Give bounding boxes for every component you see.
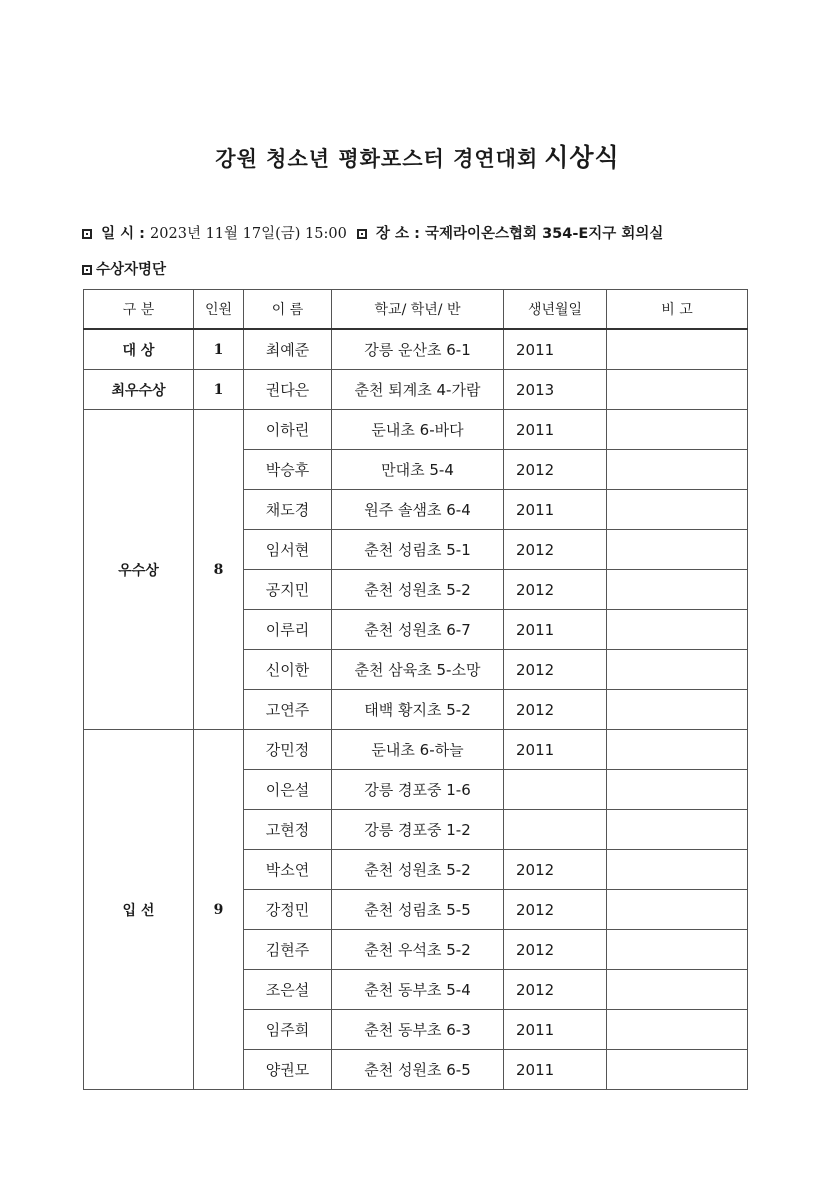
note-cell <box>607 890 748 930</box>
note-cell <box>607 1010 748 1050</box>
venue-value: 국제라이온스협회 354-E지구 회의실 <box>424 226 664 242</box>
name-cell: 이은설 <box>244 770 332 810</box>
school-cell: 태백 황지초 5-2 <box>332 690 504 730</box>
school-cell: 강릉 경포중 1-6 <box>332 770 504 810</box>
birth-cell: 2011 <box>504 610 607 650</box>
header-count: 인원 <box>194 290 244 330</box>
birth-cell: 2011 <box>504 730 607 770</box>
school-cell: 춘천 성원초 5-2 <box>332 850 504 890</box>
square-bullet-icon <box>82 229 92 239</box>
birth-cell: 2012 <box>504 930 607 970</box>
name-cell: 이하린 <box>244 410 332 450</box>
birth-cell: 2011 <box>504 1050 607 1090</box>
category-cell: 우수상 <box>84 410 194 730</box>
name-cell: 임주희 <box>244 1010 332 1050</box>
note-cell <box>607 930 748 970</box>
school-cell: 춘천 동부초 5-4 <box>332 970 504 1010</box>
event-info-line <box>82 222 663 243</box>
note-cell <box>607 410 748 450</box>
note-cell <box>607 650 748 690</box>
birth-cell <box>504 810 607 850</box>
note-cell <box>607 610 748 650</box>
name-cell: 공지민 <box>244 570 332 610</box>
header-category: 구 분 <box>84 290 194 330</box>
name-cell: 조은설 <box>244 970 332 1010</box>
name-cell: 고연주 <box>244 690 332 730</box>
birth-cell: 2013 <box>504 370 607 410</box>
birth-cell: 2012 <box>504 450 607 490</box>
name-cell: 강정민 <box>244 890 332 930</box>
table-row <box>84 730 748 770</box>
category-cell: 입 선 <box>84 730 194 1090</box>
table-header-row <box>84 290 748 330</box>
name-cell: 최예준 <box>244 329 332 370</box>
name-cell: 신이한 <box>244 650 332 690</box>
school-cell: 춘천 우석초 5-2 <box>332 930 504 970</box>
datetime-label: 일 시 : <box>101 226 145 242</box>
count-cell: 8 <box>194 410 244 730</box>
school-cell: 춘천 성림초 5-1 <box>332 530 504 570</box>
note-cell <box>607 1050 748 1090</box>
note-cell <box>607 850 748 890</box>
school-cell: 만대초 5-4 <box>332 450 504 490</box>
birth-cell: 2011 <box>504 490 607 530</box>
count-cell: 1 <box>194 329 244 370</box>
birth-cell <box>504 770 607 810</box>
school-cell: 춘천 동부초 6-3 <box>332 1010 504 1050</box>
school-cell: 춘천 퇴계초 4-가람 <box>332 370 504 410</box>
note-cell <box>607 329 748 370</box>
square-bullet-icon <box>82 265 92 275</box>
name-cell: 양권모 <box>244 1050 332 1090</box>
venue-label: 장 소 : <box>375 226 420 242</box>
birth-cell: 2012 <box>504 650 607 690</box>
table-row <box>84 370 748 410</box>
header-school: 학교/ 학년/ 반 <box>332 290 504 330</box>
datetime-value: 2023년 11월 17일(금) 15:00 <box>150 226 347 242</box>
school-cell: 강릉 경포중 1-2 <box>332 810 504 850</box>
header-note: 비 고 <box>607 290 748 330</box>
name-cell: 박소연 <box>244 850 332 890</box>
birth-cell: 2012 <box>504 890 607 930</box>
birth-cell: 2011 <box>504 410 607 450</box>
school-cell: 강릉 운산초 6-1 <box>332 329 504 370</box>
school-cell: 춘천 성원초 6-5 <box>332 1050 504 1090</box>
page-title <box>0 138 835 174</box>
school-cell: 춘천 삼육초 5-소망 <box>332 650 504 690</box>
name-cell: 강민정 <box>244 730 332 770</box>
count-cell: 1 <box>194 370 244 410</box>
table-row <box>84 410 748 450</box>
title-main: 강원 청소년 평화포스터 경연대회 <box>215 147 539 171</box>
name-cell: 김현주 <box>244 930 332 970</box>
note-cell <box>607 690 748 730</box>
school-cell: 춘천 성원초 5-2 <box>332 570 504 610</box>
section-title-text: 수상자명단 <box>96 262 167 278</box>
name-cell: 임서현 <box>244 530 332 570</box>
note-cell <box>607 450 748 490</box>
birth-cell: 2012 <box>504 970 607 1010</box>
note-cell <box>607 770 748 810</box>
birth-cell: 2011 <box>504 1010 607 1050</box>
name-cell: 박승후 <box>244 450 332 490</box>
birth-cell: 2012 <box>504 570 607 610</box>
school-cell: 춘천 성림초 5-5 <box>332 890 504 930</box>
birth-cell: 2012 <box>504 690 607 730</box>
section-title <box>82 258 166 279</box>
category-cell: 최우수상 <box>84 370 194 410</box>
name-cell: 권다은 <box>244 370 332 410</box>
note-cell <box>607 970 748 1010</box>
name-cell: 고현정 <box>244 810 332 850</box>
header-name: 이 름 <box>244 290 332 330</box>
name-cell: 이루리 <box>244 610 332 650</box>
square-bullet-icon <box>357 229 367 239</box>
birth-cell: 2012 <box>504 850 607 890</box>
note-cell <box>607 530 748 570</box>
note-cell <box>607 570 748 610</box>
note-cell <box>607 810 748 850</box>
school-cell: 둔내초 6-바다 <box>332 410 504 450</box>
count-cell: 9 <box>194 730 244 1090</box>
note-cell <box>607 490 748 530</box>
birth-cell: 2011 <box>504 329 607 370</box>
note-cell <box>607 370 748 410</box>
school-cell: 원주 솔샘초 6-4 <box>332 490 504 530</box>
school-cell: 춘천 성원초 6-7 <box>332 610 504 650</box>
winners-table <box>83 289 748 1090</box>
header-birth: 생년월일 <box>504 290 607 330</box>
table-body <box>84 329 748 1090</box>
category-cell: 대 상 <box>84 329 194 370</box>
table-row <box>84 329 748 370</box>
school-cell: 둔내초 6-하늘 <box>332 730 504 770</box>
name-cell: 채도경 <box>244 490 332 530</box>
title-emphasis: 시상식 <box>544 143 620 172</box>
note-cell <box>607 730 748 770</box>
birth-cell: 2012 <box>504 530 607 570</box>
